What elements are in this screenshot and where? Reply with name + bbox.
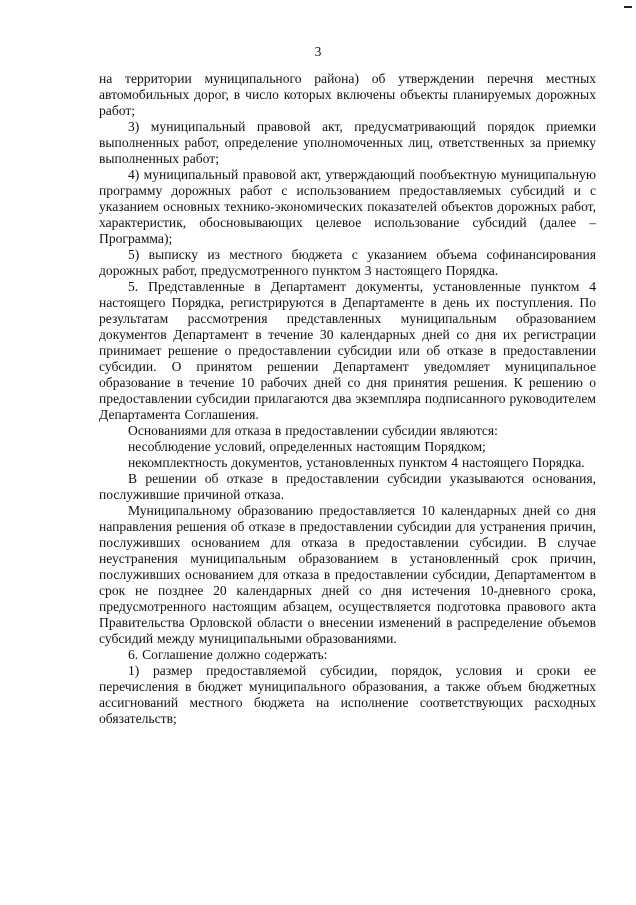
page-number: 3 [314,44,322,59]
paragraph-item-4: 4) муниципальный правовой акт, утверждающий пообъектную муниципальную программу дорожных работ с использованием предоставляемых субсидий и с указанием основных технико-экономических показателей объектов дорожных работ, характеристик, обосновывающих целевое использование субсидий (далее – Программа); [99,167,596,246]
paragraph-refusal-ground-2: некомплектность документов, установленных пунктом 4 настоящего Порядка. [128,455,585,470]
paragraph-item-5: 5) выписку из местного бюджета с указанием объема софинансирования дорожных работ, предусмотренного пунктом 3 настоящего Порядка. [99,247,596,278]
paragraph-section-5: 5. Представленные в Департамент документы, установленные пунктом 4 настоящего Порядка, регистрируются в Департаменте в день их поступления. По результатам рассмотрения представленных муниципальным образованием документов Департамент в течение 30 календарных дней со дня их регистрации принимает решение о предоставлении субсидии или об отказе в предоставлении субсидии. О принятом решении Департамент уведомляет муниципальное образование в течение 10 рабочих дней со дня принятия решения. К решению о предоставлении субсидии прилагаются два экземпляра подписанного руководителем Департамента Соглашения. [99,279,596,422]
corner-mark [624,6,632,8]
paragraph-continuation: на территории муниципального района) об утверждении перечня местных автомобильных дорог, в число которых включены объекты планируемых дорожных работ; [99,71,596,118]
paragraph-refusal-decision: В решении об отказе в предоставлении субсидии указываются основания, послужившие причиной отказа. [99,471,596,502]
paragraph-section-6: 6. Соглашение должно содержать: [128,647,328,662]
paragraph-refusal-ground-1: несоблюдение условий, определенных настоящим Порядком; [128,439,486,454]
paragraph-refusal-grounds: Основаниями для отказа в предоставлении субсидии являются: [128,423,498,438]
paragraph-correction-period: Муниципальному образованию предоставляется 10 календарных дней со дня направления решения об отказе в предоставлении субсидии для устранения причин, послуживших основанием для отказа в предоставлении субсидии. В случае неустранения муниципальным образованием в установленный срок причин, послуживших основанием для отказа в предоставлении субсидии, Департаментом в срок не позднее 20 календарных дней со дня истечения 10-дневного срока, предусмотренного настоящим абзацем, осуществляется подготовка правового акта Правительства Орловской области о внесении изменений в распределение объемов субсидий между муниципальными образованиями. [99,503,596,646]
document-body [99,71,596,727]
paragraph-agreement-item-1: 1) размер предоставляемой субсидии, порядок, условия и сроки ее перечисления в бюджет муниципального образования, а также объем бюджетных ассигнований местного бюджета на исполнение соответствующих расходных обязательств; [99,663,596,726]
paragraph-item-3: 3) муниципальный правовой акт, предусматривающий порядок приемки выполненных работ, определение уполномоченных лиц, ответственных за приемку выполненных работ; [99,119,596,166]
